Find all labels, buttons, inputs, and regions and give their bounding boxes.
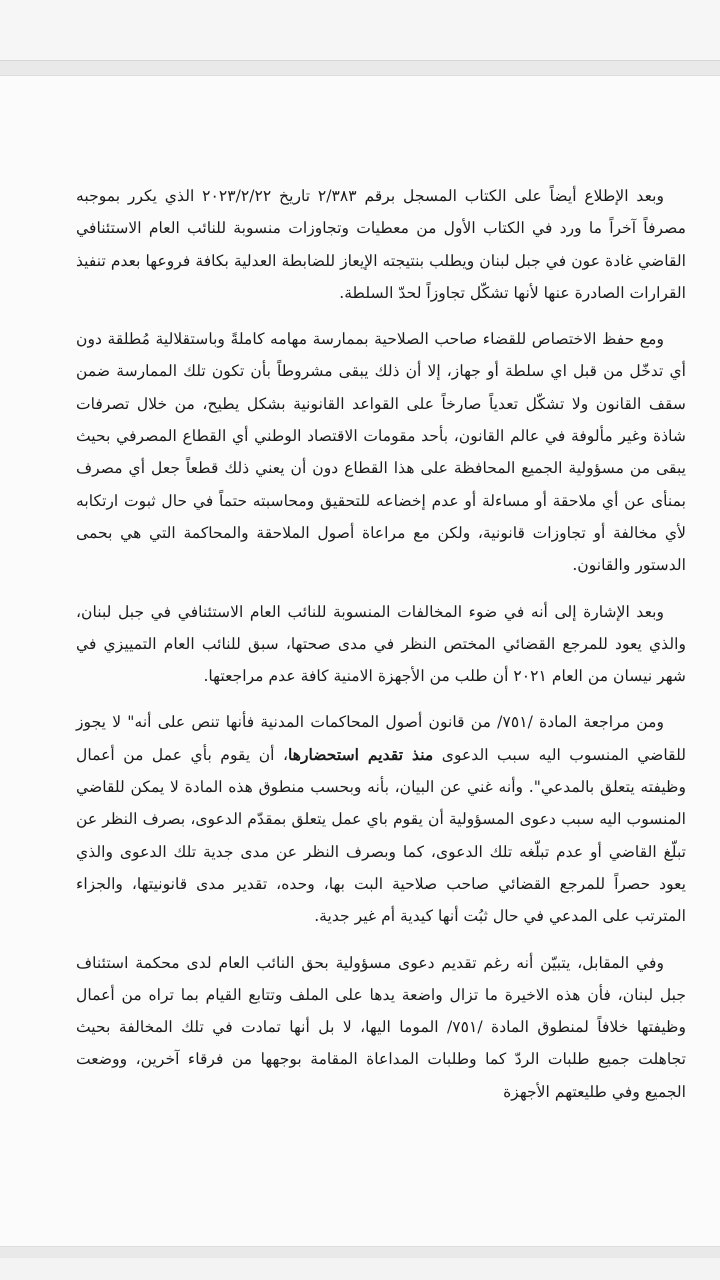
paragraph-text: ومع حفظ الاختصاص للقضاء صاحب الصلاحية بممارسة مهامه كاملةً وباستقلالية مُطلقة دون أي تدخّل من قبل اي سلطة أو جهاز، إلا أن ذلك يبقى مشروطاً بأن تكون تلك الممارسة ضمن سقف القانون ولا تشكّل تعدياً صارخاً على القواعد القانونية بشكل يطيح، من خلال تصرفات شاذة وغير مألوفة في عالم القانون، بأحد مقومات الاقتصاد الوطني أي القطاع المصرفي بحيث يبقى من مسؤولية الجميع المحافظة على هذا القطاع دون أن يعني ذلك قطعاً جعل أي مصرف بمنأى عن أي ملاحقة أو مساءلة أو عدم إخضاعه للتحقيق ومحاسبته حتماً في حال ثبوت ارتكابه لأي مخالفة أو تجاوزات قانونية، ولكن مع مراعاة أصول الملاحقة والمحاكمة التي هي بحمى الدستور والقانون. [76, 330, 686, 575]
paragraph-text: ، أن يقوم بأي عمل من أعمال وظيفته يتعلق بالمدعي". وأنه غني عن البيان، بأنه وبحسب منطوق هذه المادة لا يمكن للقاضي المنسوب اليه سبب دعوى المسؤولية أن يقوم باي عمل يتعلق بمقدّم الدعوى، بصرف النظر عن تبلّغ القاضي أو عدم تبلّغه تلك الدعوى، كما وبصرف النظر عن مدى جدية تلك الدعوى والذي يعود حصراً للمرجع القضائي صاحب صلاحية البت بها، وحده، تقدير مدى قانونيتها، والجزاء المترتب على المدعي في حال ثبُت أنها كيدية أم غير جدية. [76, 745, 686, 926]
paragraph-text: وبعد الإشارة إلى أنه في ضوء المخالفات المنسوبة للنائب العام الاستئنافي في جبل لبنان، والذي يعود للمرجع القضائي المختص النظر في مدى صحتها، سبق للنائب العام التمييزي في شهر نيسان من العام ٢٠٢١ أن طلب من الأجهزة الامنية كافة عدم مراجعتها. [76, 602, 686, 686]
document-body [76, 180, 686, 1108]
paragraph-3 [76, 596, 686, 693]
paragraph-text: ومن مراجعة المادة /٧٥١/ من قانون أصول المحاكمات المدنية فأنها تنص على أنه" لا يجوز للقاضي المنسوب اليه سبب الدعوى [76, 713, 686, 764]
bold-phrase: منذ تقديم استحضارها [288, 744, 434, 764]
paragraph-2 [76, 323, 686, 581]
next-page-edge [0, 1258, 720, 1280]
paragraph-text: وفي المقابل، يتبيّن أنه رغم تقديم دعوى مسؤولية بحق النائب العام لدى محكمة استئناف جبل لبنان، فأن هذه الاخيرة ما تزال واضعة يدها على الملف وتتابع القيام بما تراه من أعمال وظيفتها خلافاً لمنطوق المادة /٧٥١/ الموما اليها، لا بل أنها تمادت في تلك المخالفة بحيث تجاهلت جميع طلبات الردّ كما وطلبات المداعاة المقامة بوجهها من فرقاء آخرين، ووضعت الجميع وفي طليعتهم الأجهزة [76, 953, 686, 1101]
previous-page-edge [0, 0, 720, 61]
paragraph-text: وبعد الإطلاع أيضاً على الكتاب المسجل برقم ٢/٣٨٣ تاريخ ٢٠٢٣/٢/٢٢ الذي يكرر بموجبه مصرفاً آخراً ما ورد في الكتاب الأول من معطيات وتجاوزات منسوبة للنائب العام الاستئنافي القاضي غادة عون في جبل لبنان ويطلب بنتيجته الإيعاز للضابطة العدلية بكافة فروعها بعدم تنفيذ القرارات الصادرة عنها لأنها تشكّل تجاوزاً لحدّ السلطة. [76, 187, 686, 302]
paragraph-5 [76, 947, 686, 1108]
paragraph-4 [76, 706, 686, 932]
paragraph-1 [76, 180, 686, 309]
